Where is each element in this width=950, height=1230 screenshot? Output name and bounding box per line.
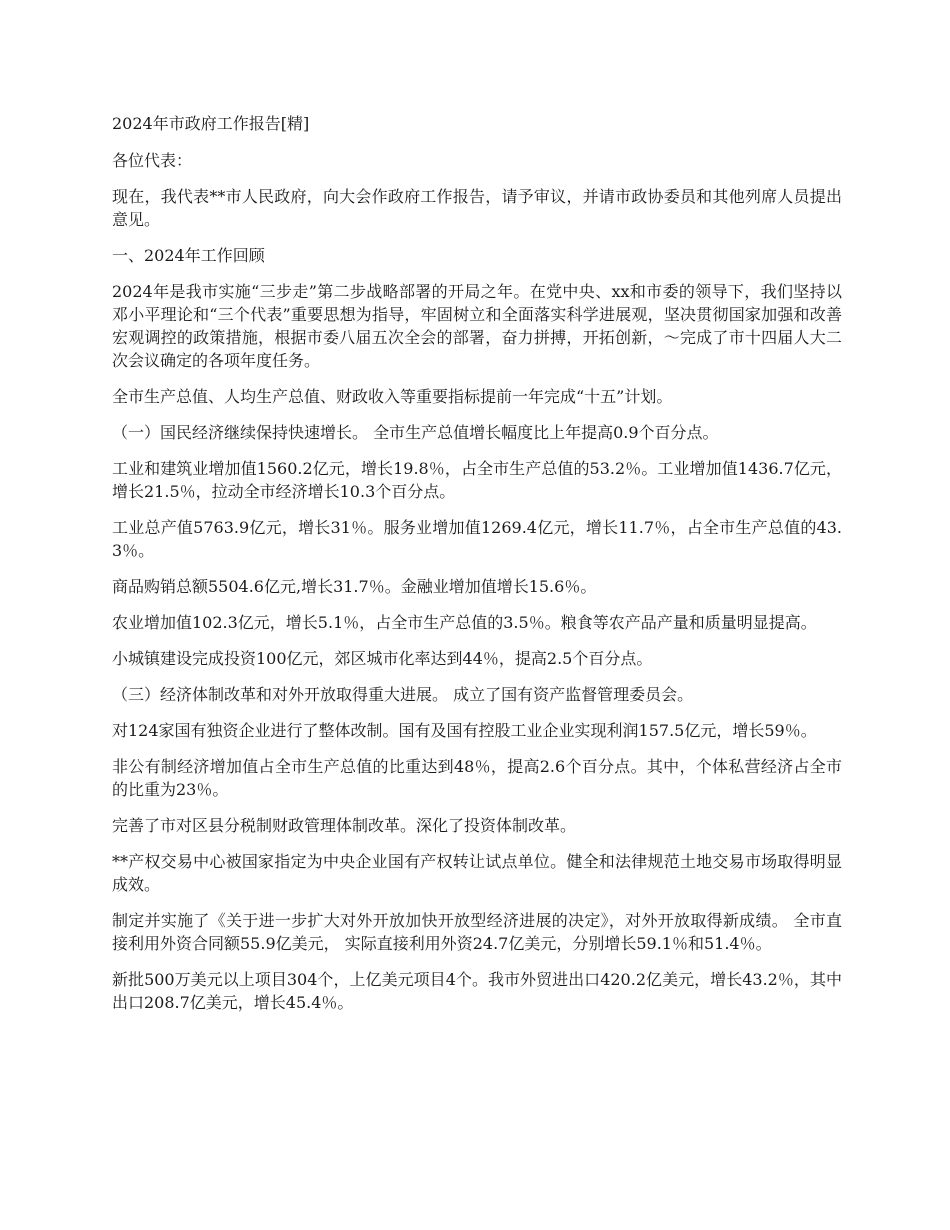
paragraph: 非公有制经济增加值占全市生产总值的比重达到48％，提高2.6个百分点。其中，个体私营经济占全市的比重为23％。 bbox=[112, 757, 842, 799]
paragraph: 完善了市对区县分税制财政管理体制改革。深化了投资体制改革。 bbox=[112, 816, 577, 835]
document-page bbox=[112, 112, 842, 1027]
section-heading: 一、2024年工作回顾 bbox=[112, 246, 265, 265]
paragraph: 对124家国有独资企业进行了整体改制。国有及国有控股工业企业实现利润157.5亿元，增长59％。 bbox=[112, 721, 817, 740]
paragraph-intro: 现在，我代表**市人民政府，向大会作政府工作报告，请予审议，并请市政协委员和其他列席人员提出意见。 bbox=[112, 187, 842, 229]
paragraph: 新批500万美元以上项目304个，上亿美元项目4个。我市外贸进出口420.2亿美元，增长43.2％，其中出口208.7亿美元，增长45.4％。 bbox=[112, 970, 842, 1012]
paragraph: 2024年是我市实施“三步走”第二步战略部署的开局之年。在党中央、xx和市委的领导下，我们坚持以邓小平理论和“三个代表”重要思想为指导，牢固树立和全面落实科学进展观，坚决贯彻国家加强和改善宏观调控的政策措施，根据市委八届五次全会的部署，奋力拼搏，开拓创新，～完成了市十四届人大二次会议确定的各项年度任务。 bbox=[112, 282, 842, 370]
paragraph: 商品购销总额5504.6亿元,增长31.7％。金融业增加值增长15.6％。 bbox=[112, 577, 597, 596]
salutation: 各位代表： bbox=[112, 151, 193, 170]
paragraph: 制定并实施了《关于进一步扩大对外开放加快开放型经济进展的决定》，对外开放取得新成绩。 全市直接利用外资合同额55.9亿美元， 实际直接利用外资24.7亿美元，分别增长59.1％和51.4％。 bbox=[112, 911, 842, 953]
subsection-heading: （三）经济体制改革和对外开放取得重大进展。 成立了国有资产监督管理委员会。 bbox=[112, 685, 694, 704]
document-title: 2024年市政府工作报告[精] bbox=[112, 114, 310, 133]
subsection-heading: （一）国民经济继续保持快速增长。 全市生产总值增长幅度比上年提高0.9个百分点。 bbox=[112, 423, 719, 442]
paragraph: 全市生产总值、人均生产总值、财政收入等重要指标提前一年完成“十五”计划。 bbox=[112, 387, 673, 406]
paragraph: 农业增加值102.3亿元，增长5.1％，占全市生产总值的3.5％。粮食等农产品产量和质量明显提高。 bbox=[112, 613, 817, 632]
paragraph: 工业总产值5763.9亿元，增长31％。服务业增加值1269.4亿元，增长11.7％，占全市生产总值的43.3％。 bbox=[112, 518, 842, 560]
paragraph: 工业和建筑业增加值1560.2亿元，增长19.8％，占全市生产总值的53.2％。工业增加值1436.7亿元，增长21.5％，拉动全市经济增长10.3个百分点。 bbox=[112, 459, 842, 501]
paragraph: **产权交易中心被国家指定为中央企业国有产权转让试点单位。健全和法律规范土地交易市场取得明显成效。 bbox=[112, 852, 842, 894]
paragraph: 小城镇建设完成投资100亿元，郊区城市化率达到44％，提高2.5个百分点。 bbox=[112, 649, 653, 668]
